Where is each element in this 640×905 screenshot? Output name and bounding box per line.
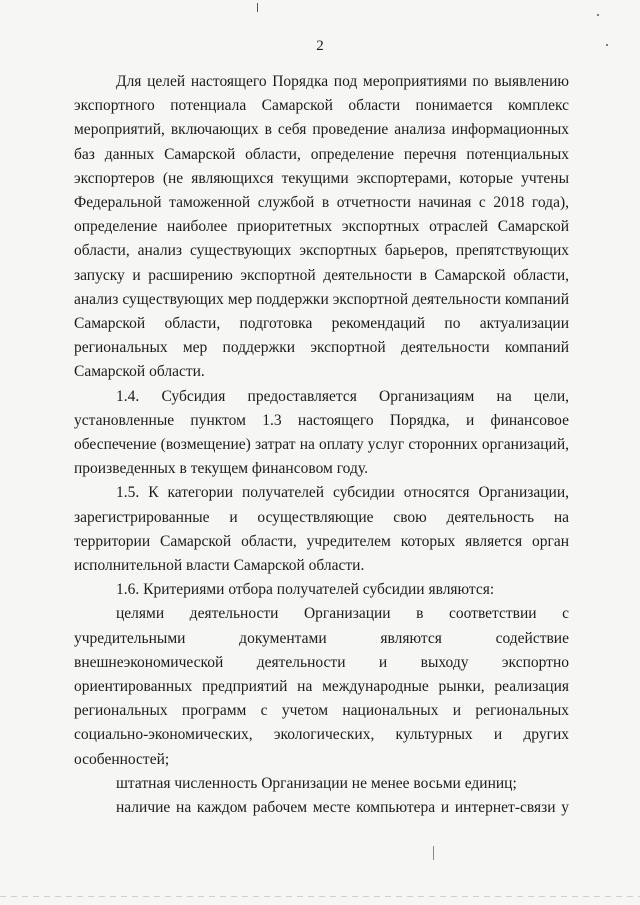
scan-mark — [257, 3, 258, 12]
paragraph-export-potential: Для целей настоящего Порядка под мероприятиями по выявлению экспортного потенциала Самарской области понимается комплекс мероприятий, включающих в себя проведение анализа информационных баз данных Самарской области, определение перечня потенциальных экспортеров (не являющихся текущими экспортерами, которые учтены Федеральной таможенной службой в отчетности начиная с 2018 года), определение наиболее приоритетных экспортных отраслей Самарской области, анализ существующих экспортных барьеров, препятствующих запуску и расширению экспортной деятельности в Самарской области, анализ существующих мер поддержки экспортной деятельности компаний Самарской области, подготовка рекомендаций по актуализации региональных мер поддержки экспортной деятельности компаний Самарской области. — [74, 73, 569, 381]
scan-mark — [597, 14, 599, 16]
page-number: 2 — [316, 38, 324, 54]
document-body — [74, 70, 569, 820]
scan-edge — [0, 896, 640, 897]
paragraph-1-4: 1.4. Субсидия предоставляется Организациям на цели, установленные пунктом 1.3 настоящего Порядка, и финансовое обеспечение (возмещение) затрат на оплату услуг сторонних организаций, произведенных в текущем финансовом году. — [74, 387, 569, 478]
criteria-item-goals: целями деятельности Организации в соответствии с учредительными документами являются содействие внешнеэкономической деятельности и выходу экспортно ориентированных предприятий на международные рынки, реализация региональных программ с учетом национальных и региональных социально-экономических, экологических, культурных и других особенностей; — [74, 605, 569, 768]
criteria-item-equipment: наличие на каждом рабочем месте компьютера и интернет-связи у — [116, 799, 569, 817]
scan-mark — [433, 846, 434, 860]
paragraph-1-6: 1.6. Критериями отбора получателей субсидии являются: — [116, 581, 495, 599]
criteria-item-staff: штатная численность Организации не менее восьми единиц; — [116, 774, 517, 792]
paragraph-1-5: 1.5. К категории получателей субсидии относятся Организации, зарегистрированные и осуществляющие свою деятельность на территории Самарской области, учредителем которых является орган исполнительной власти Самарской области. — [74, 484, 569, 575]
